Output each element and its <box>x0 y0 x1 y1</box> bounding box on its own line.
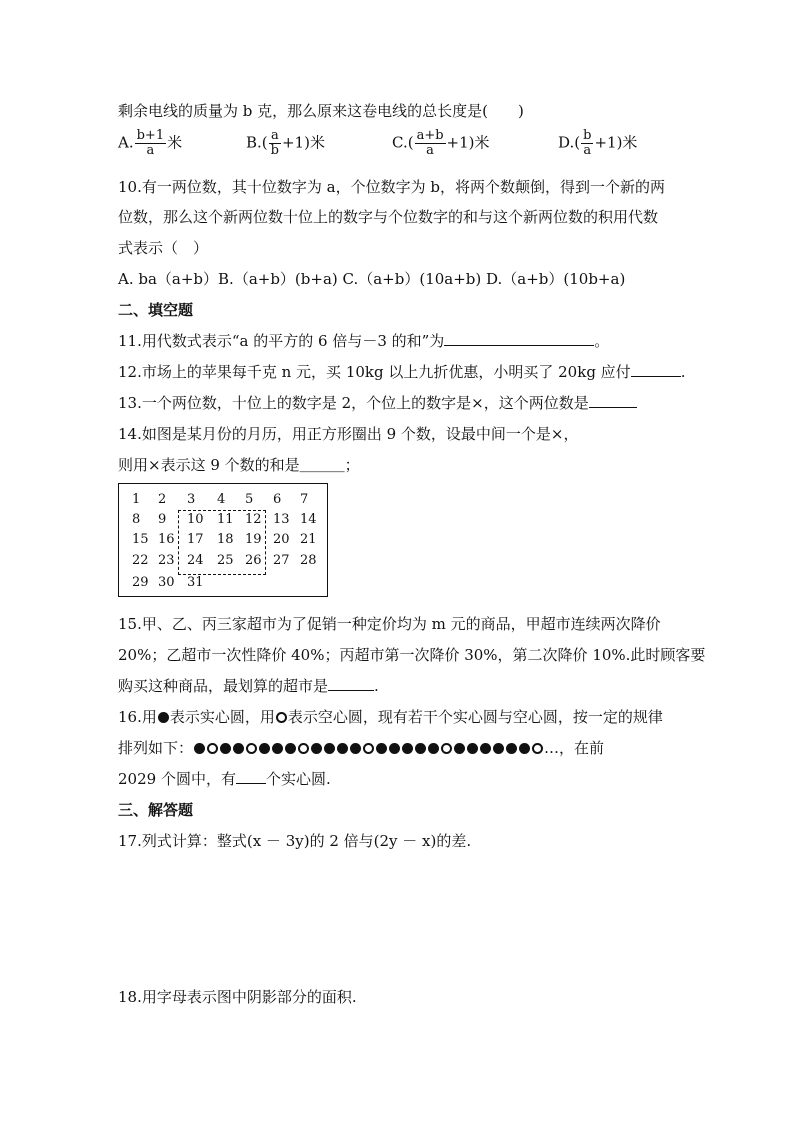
solid-circle-icon <box>158 712 169 723</box>
section-heading-answer: 三、解答题 <box>118 801 194 819</box>
calendar-day: 16 <box>158 532 175 547</box>
solid-circle-icon <box>259 743 270 754</box>
solid-circle-icon <box>220 743 231 754</box>
q9-stem: 剩余电线的质量为 b 克，那么原来这卷电线的总长度是( ) <box>118 102 524 120</box>
solid-circle-icon <box>337 743 348 754</box>
solid-circle-icon <box>389 743 400 754</box>
q16-line3: 2029 个圆中，有 个实心圆. <box>118 770 331 788</box>
calendar-day: 14 <box>300 512 317 527</box>
solid-circle-icon <box>402 743 413 754</box>
q17: 17.列式计算：整式(x － 3y)的 2 倍与(2y － x)的差. <box>118 832 472 850</box>
q9-option-c: C.( $\frac{a+b}{a}$ +1)米 <box>392 128 490 158</box>
hollow-circle-icon <box>298 743 309 754</box>
calendar-day: 21 <box>300 532 317 547</box>
q15-line2: 20%；乙超市一次性降价 40%；丙超市第一次降价 30%，第二次降价 10%.此时顾客要 <box>118 646 706 664</box>
solid-circle-icon <box>454 743 465 754</box>
calendar-day: 24 <box>187 553 204 568</box>
q14-line2: 则用×表示这 9 个数的和是＿＿＿； <box>118 456 360 474</box>
calendar-day: 20 <box>273 532 290 547</box>
hollow-circle-icon <box>441 743 452 754</box>
calendar-day: 5 <box>245 492 254 507</box>
solid-circle-icon <box>376 743 387 754</box>
q15-line3: 购买这种商品，最划算的超市是 . <box>118 677 379 695</box>
calendar-day: 15 <box>132 532 149 547</box>
circle-sequence <box>193 739 544 757</box>
solid-circle-icon <box>519 743 530 754</box>
solid-circle-icon <box>324 743 335 754</box>
calendar-day: 27 <box>273 553 290 568</box>
calendar-day: 9 <box>158 512 167 527</box>
hollow-circle-icon <box>207 743 218 754</box>
calendar-day: 29 <box>132 575 149 590</box>
calendar-day: 10 <box>187 512 204 527</box>
calendar-day: 13 <box>273 512 290 527</box>
calendar-day: 3 <box>187 492 196 507</box>
calendar-day: 30 <box>158 575 175 590</box>
q10-line1: 10.有一两位数，其十位数字为 a，个位数字为 b，将两个数颠倒，得到一个新的两 <box>118 178 665 196</box>
calendar-day: 28 <box>300 553 317 568</box>
hollow-circle-icon <box>363 743 374 754</box>
solid-circle-icon <box>467 743 478 754</box>
calendar-day: 7 <box>300 492 309 507</box>
solid-circle-icon <box>415 743 426 754</box>
calendar-day: 8 <box>132 512 141 527</box>
selection-square <box>178 510 266 575</box>
q10-line3: 式表示（ ） <box>118 239 209 257</box>
solid-circle-icon <box>233 743 244 754</box>
q9-option-b: B.( $\frac{a}{b}$ +1)米 <box>246 128 325 158</box>
solid-circle-icon <box>350 743 361 754</box>
calendar-day: 2 <box>158 492 167 507</box>
calendar-day: 12 <box>245 512 262 527</box>
q16-line1: 16.用 表示实心圆，用 表示空心圆，现有若干个实心圆与空心圆，按一定的规律 <box>118 708 663 726</box>
solid-circle-icon <box>285 743 296 754</box>
solid-circle-icon <box>194 743 205 754</box>
calendar-day: 17 <box>187 532 204 547</box>
q12: 12.市场上的苹果每千克 n 元，买 10kg 以上九折优惠，小明买了 20kg 应付 . <box>118 363 686 381</box>
solid-circle-icon <box>480 743 491 754</box>
solid-circle-icon <box>493 743 504 754</box>
solid-circle-icon <box>272 743 283 754</box>
q14-line1: 14.如图是某月份的月历，用正方形圈出 9 个数，设最中间一个是×， <box>118 425 579 443</box>
q16-line2: 排列如下： …，在前 <box>118 739 605 757</box>
calendar-day: 23 <box>158 553 175 568</box>
hollow-circle-icon <box>246 743 257 754</box>
solid-circle-icon <box>506 743 517 754</box>
hollow-circle-icon <box>276 712 287 723</box>
calendar-day: 31 <box>187 575 204 590</box>
q10-options: A. ba（a+b）B.（a+b）(b+a) C.（a+b）(10a+b) D.（a+b）(10b+a) <box>118 270 626 288</box>
q15-line1: 15.甲、乙、丙三家超市为了促销一种定价均为 m 元的商品，甲超市连续两次降价 <box>118 615 661 633</box>
solid-circle-icon <box>428 743 439 754</box>
calendar-day: 6 <box>273 492 282 507</box>
calendar-day: 4 <box>217 492 226 507</box>
calendar-day: 1 <box>132 492 141 507</box>
section-heading-fill-blank: 二、填空题 <box>118 301 194 319</box>
calendar-day: 18 <box>217 532 234 547</box>
q18: 18.用字母表示图中阴影部分的面积. <box>118 988 357 1006</box>
hollow-circle-icon <box>532 743 543 754</box>
calendar-day: 22 <box>132 553 149 568</box>
calendar-day: 25 <box>217 553 234 568</box>
solid-circle-icon <box>311 743 322 754</box>
calendar-day: 26 <box>245 553 262 568</box>
q9-option-a: A. $\frac{b+1}{a}$ 米 <box>118 128 183 158</box>
q10-line2: 位数，那么这个新两位数十位上的数字与个位数字的和与这个新两位数的积用代数 <box>118 208 659 226</box>
q9-option-d: D.( $\frac{b}{a}$ +1)米 <box>558 128 638 158</box>
q11: 11.用代数式表示“a 的平方的 6 倍与－3 的和”为 。 <box>118 332 610 350</box>
calendar-day: 11 <box>217 512 234 527</box>
calendar-day: 19 <box>245 532 262 547</box>
q13: 13.一个两位数，十位上的数字是 2，个位上的数字是×，这个两位数是 <box>118 392 637 413</box>
